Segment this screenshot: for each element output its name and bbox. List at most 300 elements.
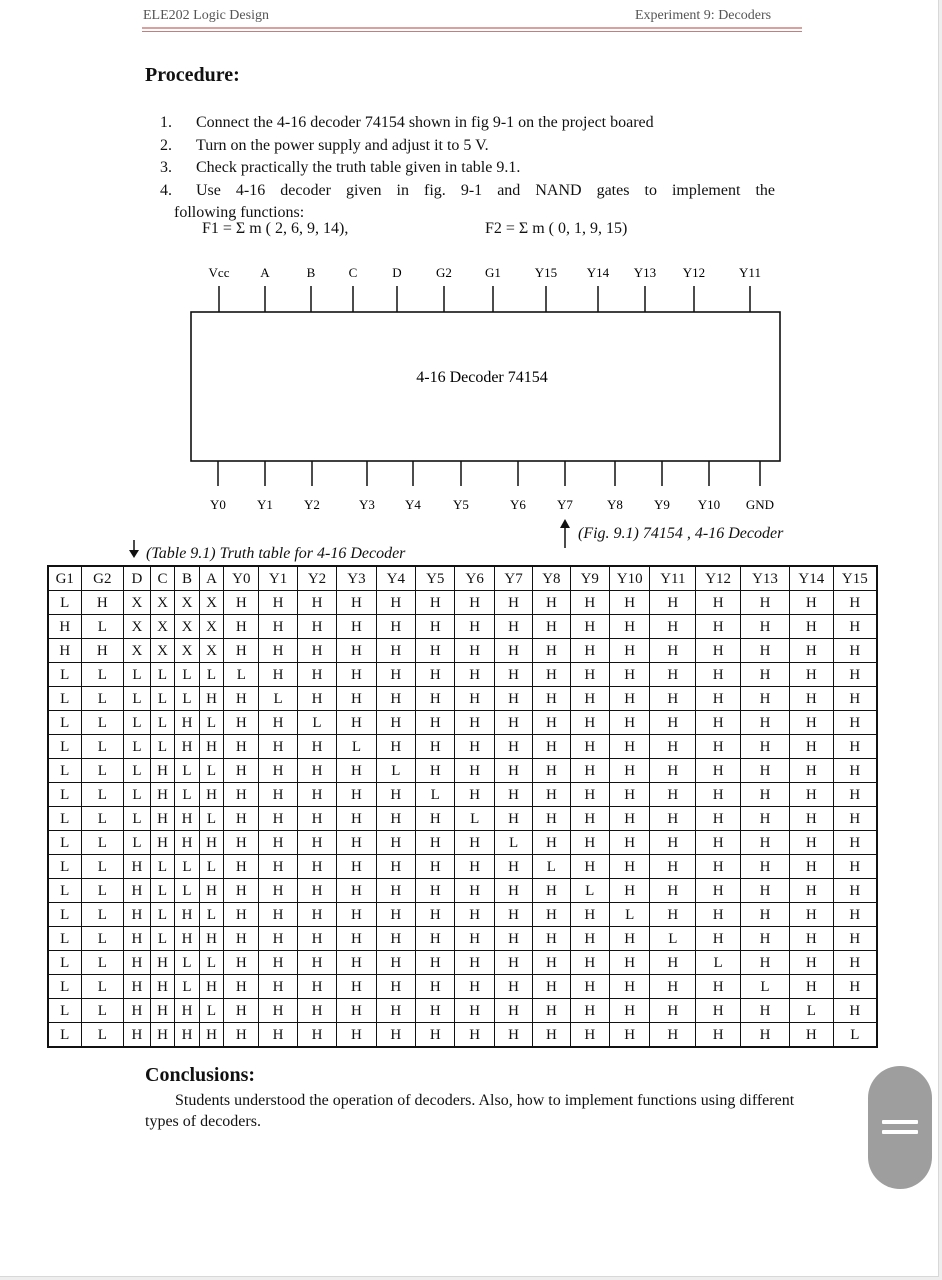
table-cell: H	[570, 975, 609, 999]
table-cell: H	[455, 687, 494, 711]
table-cell: H	[570, 831, 609, 855]
pin-label: Y7	[557, 497, 573, 512]
table-cell: L	[376, 759, 415, 783]
table-row	[48, 639, 877, 663]
table-cell: H	[833, 855, 877, 879]
step-text: Use 4-16 decoder given in fig. 9-1 and NAND gates to implement the	[196, 181, 775, 199]
table-cell: H	[790, 927, 834, 951]
column-header: Y15	[833, 566, 877, 591]
table-cell: H	[570, 591, 609, 615]
table-cell: H	[494, 975, 532, 999]
figure-caption-text: (Fig. 9.1) 74154 , 4-16 Decoder	[578, 525, 784, 542]
table-cell: H	[650, 639, 696, 663]
column-header: Y3	[337, 566, 376, 591]
table-cell: H	[609, 663, 649, 687]
column-header: Y1	[259, 566, 297, 591]
table-cell: L	[48, 879, 81, 903]
pin-label: Y15	[534, 265, 558, 280]
table-cell: H	[416, 591, 455, 615]
table-cell: L	[224, 663, 259, 687]
table-cell: H	[741, 1023, 790, 1048]
table-cell: H	[150, 999, 175, 1023]
table-cell: H	[124, 879, 151, 903]
table-cell: H	[337, 879, 376, 903]
table-cell: H	[790, 759, 834, 783]
table-cell: H	[259, 663, 297, 687]
pin-label: Y12	[682, 265, 706, 280]
table-cell: L	[175, 783, 200, 807]
pin-label: Y4	[405, 497, 421, 512]
column-header: Y12	[696, 566, 741, 591]
pin-label: Y11	[739, 265, 761, 280]
table-cell: H	[81, 639, 124, 663]
table-cell: H	[150, 831, 175, 855]
table-cell: H	[741, 879, 790, 903]
table-cell: H	[455, 927, 494, 951]
table-cell: H	[741, 903, 790, 927]
grip-line-icon	[882, 1120, 918, 1124]
table-cell: H	[833, 663, 877, 687]
step-number: 2.	[160, 136, 172, 154]
table-cell: H	[224, 879, 259, 903]
pin-label: Y9	[654, 497, 670, 512]
table-cell: H	[224, 927, 259, 951]
table-cell: L	[199, 903, 224, 927]
table-cell: H	[494, 927, 532, 951]
table-cell: H	[416, 687, 455, 711]
table-cell: H	[259, 783, 297, 807]
table-cell: H	[494, 951, 532, 975]
table-cell: H	[650, 759, 696, 783]
table-cell: H	[494, 591, 532, 615]
table-cell: H	[696, 591, 741, 615]
table-cell: L	[48, 975, 81, 999]
table-cell: H	[741, 951, 790, 975]
table-cell: L	[175, 687, 200, 711]
table-cell: H	[494, 1023, 532, 1048]
table-cell: H	[416, 759, 455, 783]
table-cell: H	[376, 951, 415, 975]
table-cell: H	[224, 615, 259, 639]
table-cell: H	[224, 951, 259, 975]
table-cell: H	[376, 879, 415, 903]
table-cell: H	[376, 999, 415, 1023]
table-cell: H	[376, 855, 415, 879]
table-cell: H	[696, 639, 741, 663]
table-cell: H	[224, 735, 259, 759]
table-cell: L	[199, 663, 224, 687]
step-number: 4.	[160, 181, 172, 199]
table-cell: H	[494, 663, 532, 687]
table-cell: L	[696, 951, 741, 975]
table-cell: L	[199, 855, 224, 879]
table-cell: L	[48, 687, 81, 711]
table-cell: H	[175, 807, 200, 831]
table-cell: H	[494, 807, 532, 831]
table-row	[48, 879, 877, 903]
table-cell: H	[416, 1023, 455, 1048]
table-cell: H	[533, 615, 570, 639]
table-row	[48, 927, 877, 951]
table-cell: H	[833, 615, 877, 639]
column-header: Y5	[416, 566, 455, 591]
table-cell: H	[297, 639, 336, 663]
table-cell: H	[455, 903, 494, 927]
pin-label: Y6	[510, 497, 526, 512]
table-cell: L	[81, 711, 124, 735]
table-cell: H	[259, 639, 297, 663]
table-cell: H	[833, 759, 877, 783]
table-cell: H	[297, 879, 336, 903]
table-cell: H	[833, 999, 877, 1023]
table-cell: L	[48, 807, 81, 831]
table-cell: H	[224, 1023, 259, 1048]
table-cell: L	[81, 951, 124, 975]
table-cell: H	[455, 735, 494, 759]
table-cell: H	[533, 735, 570, 759]
table-cell: H	[259, 999, 297, 1023]
conclusions-body	[145, 1090, 800, 1132]
table-arrow-head	[129, 550, 139, 558]
table-cell: H	[416, 927, 455, 951]
table-cell: H	[570, 1023, 609, 1048]
table-cell: H	[376, 903, 415, 927]
table-cell: H	[297, 903, 336, 927]
table-cell: H	[790, 951, 834, 975]
table-cell: H	[533, 831, 570, 855]
table-cell: H	[376, 663, 415, 687]
conclusions-heading: Conclusions:	[145, 1064, 256, 1086]
table-cell: H	[533, 783, 570, 807]
step-text: Turn on the power supply and adjust it to 5 V.	[196, 136, 489, 154]
table-cell: H	[696, 687, 741, 711]
table-cell: H	[175, 735, 200, 759]
table-cell: H	[376, 783, 415, 807]
table-cell: H	[494, 711, 532, 735]
table-cell: H	[696, 831, 741, 855]
function-f2: F2 = Σ m ( 0, 1, 9, 15)	[485, 220, 628, 237]
table-cell: H	[570, 951, 609, 975]
table-cell: H	[124, 1023, 151, 1048]
table-cell: L	[150, 879, 175, 903]
table-cell: H	[259, 975, 297, 999]
table-cell: H	[696, 975, 741, 999]
table-cell: H	[337, 903, 376, 927]
column-header: Y4	[376, 566, 415, 591]
pin-label: D	[392, 265, 402, 280]
table-cell: H	[650, 975, 696, 999]
pin-label: A	[260, 265, 270, 280]
table-cell: H	[150, 975, 175, 999]
table-cell: H	[650, 903, 696, 927]
column-header: Y7	[494, 566, 532, 591]
table-cell: H	[175, 711, 200, 735]
table-cell: H	[696, 759, 741, 783]
table-cell: H	[337, 951, 376, 975]
table-cell: H	[455, 855, 494, 879]
table-cell: H	[833, 951, 877, 975]
scroll-handle[interactable]	[868, 1066, 932, 1189]
table-cell: H	[609, 783, 649, 807]
table-cell: H	[455, 711, 494, 735]
table-cell: H	[455, 759, 494, 783]
column-header: G1	[48, 566, 81, 591]
table-cell: L	[175, 759, 200, 783]
step-text-continued: following functions:	[174, 204, 305, 222]
table-cell: H	[650, 591, 696, 615]
table-cell: H	[609, 855, 649, 879]
table-row	[48, 855, 877, 879]
table-cell: H	[696, 735, 741, 759]
table-cell: H	[790, 1023, 834, 1048]
table-cell: H	[259, 927, 297, 951]
pin-label: Y3	[359, 497, 375, 512]
table-cell: H	[741, 639, 790, 663]
table-cell: H	[337, 663, 376, 687]
table-cell: H	[175, 831, 200, 855]
table-cell: L	[81, 735, 124, 759]
table-cell: H	[494, 999, 532, 1023]
table-cell: X	[199, 591, 224, 615]
table-cell: X	[175, 591, 200, 615]
table-cell: H	[741, 735, 790, 759]
table-cell: H	[609, 639, 649, 663]
table-cell: H	[416, 639, 455, 663]
table-cell: H	[297, 951, 336, 975]
table-cell: L	[81, 879, 124, 903]
table-cell: H	[224, 807, 259, 831]
table-cell: H	[224, 639, 259, 663]
table-row	[48, 615, 877, 639]
table-cell: H	[124, 903, 151, 927]
table-cell: H	[259, 879, 297, 903]
table-cell: L	[416, 783, 455, 807]
table-cell: H	[696, 1023, 741, 1048]
pin-label: Y5	[453, 497, 469, 512]
table-row	[48, 711, 877, 735]
table-cell: H	[570, 663, 609, 687]
table-cell: L	[150, 903, 175, 927]
table-cell: H	[337, 1023, 376, 1048]
table-cell: L	[199, 711, 224, 735]
table-cell: H	[259, 591, 297, 615]
pin-label: B	[306, 265, 316, 280]
table-cell: H	[696, 783, 741, 807]
table-cell: H	[337, 927, 376, 951]
pin-label: Y8	[607, 497, 623, 512]
table-cell: H	[833, 927, 877, 951]
table-cell: H	[416, 903, 455, 927]
table-cell: L	[199, 951, 224, 975]
table-cell: L	[48, 855, 81, 879]
table-cell: L	[48, 903, 81, 927]
pin-label: G2	[436, 265, 452, 280]
table-cell: H	[199, 783, 224, 807]
pin-label: GND	[745, 497, 775, 512]
table-cell: H	[124, 951, 151, 975]
table-cell: L	[124, 807, 151, 831]
table-row	[48, 783, 877, 807]
table-cell: H	[570, 639, 609, 663]
table-cell: H	[494, 903, 532, 927]
table-cell: L	[124, 831, 151, 855]
table-cell: H	[696, 903, 741, 927]
table-cell: H	[416, 855, 455, 879]
column-header: Y0	[224, 566, 259, 591]
pin-label: C	[348, 265, 358, 280]
table-cell: L	[199, 807, 224, 831]
table-cell: H	[609, 1023, 649, 1048]
table-cell: H	[337, 639, 376, 663]
table-cell: H	[833, 879, 877, 903]
table-row	[48, 591, 877, 615]
table-cell: H	[376, 807, 415, 831]
function-f1: F1 = Σ m ( 2, 6, 9, 14),	[202, 220, 349, 237]
table-cell: H	[696, 927, 741, 951]
table-cell: L	[48, 927, 81, 951]
table-cell: H	[297, 615, 336, 639]
table-cell: H	[741, 711, 790, 735]
table-cell: H	[696, 615, 741, 639]
table-cell: L	[48, 735, 81, 759]
table-cell: H	[696, 855, 741, 879]
table-cell: H	[533, 759, 570, 783]
table-cell: L	[81, 783, 124, 807]
table-cell: H	[199, 735, 224, 759]
table-cell: H	[609, 831, 649, 855]
table-cell: H	[790, 663, 834, 687]
table-cell: X	[175, 639, 200, 663]
table-cell: X	[124, 615, 151, 639]
table-cell: H	[376, 687, 415, 711]
table-cell: H	[259, 807, 297, 831]
table-cell: H	[259, 735, 297, 759]
table-cell: H	[150, 759, 175, 783]
table-cell: H	[609, 927, 649, 951]
step-text: Check practically the truth table given in table 9.1.	[196, 159, 521, 177]
pin-label: Y13	[633, 265, 657, 280]
table-row	[48, 903, 877, 927]
table-cell: H	[741, 663, 790, 687]
table-cell: H	[533, 591, 570, 615]
table-cell: L	[124, 735, 151, 759]
table-cell: H	[790, 903, 834, 927]
table-cell: H	[376, 639, 415, 663]
table-cell: H	[175, 999, 200, 1023]
table-cell: H	[494, 687, 532, 711]
table-cell: H	[224, 711, 259, 735]
table-cell: H	[455, 639, 494, 663]
table-cell: H	[741, 807, 790, 831]
table-cell: H	[650, 999, 696, 1023]
table-cell: H	[533, 975, 570, 999]
table-cell: H	[790, 855, 834, 879]
table-cell: L	[48, 783, 81, 807]
table-cell: H	[337, 783, 376, 807]
table-cell: H	[650, 831, 696, 855]
table-cell: L	[81, 999, 124, 1023]
table-cell: H	[175, 927, 200, 951]
table-cell: H	[609, 591, 649, 615]
table-cell: L	[150, 735, 175, 759]
table-cell: H	[570, 735, 609, 759]
table-cell: H	[124, 999, 151, 1023]
table-cell: X	[150, 591, 175, 615]
table-cell: L	[199, 759, 224, 783]
table-row	[48, 831, 877, 855]
table-cell: X	[199, 639, 224, 663]
table-cell: L	[455, 807, 494, 831]
decoder-figure	[0, 0, 942, 560]
table-cell: X	[150, 639, 175, 663]
table-cell: L	[124, 687, 151, 711]
table-cell: H	[833, 639, 877, 663]
table-cell: H	[741, 831, 790, 855]
table-cell: H	[416, 831, 455, 855]
table-cell: H	[297, 1023, 336, 1048]
table-cell: H	[741, 615, 790, 639]
table-cell: H	[199, 831, 224, 855]
table-cell: H	[833, 735, 877, 759]
table-cell: H	[570, 783, 609, 807]
table-cell: H	[741, 999, 790, 1023]
table-cell: L	[337, 735, 376, 759]
table-row	[48, 999, 877, 1023]
table-cell: H	[376, 615, 415, 639]
bottom-pin-group	[210, 461, 774, 512]
table-cell: L	[48, 951, 81, 975]
table-cell: H	[259, 711, 297, 735]
table-cell: H	[297, 975, 336, 999]
table-cell: H	[533, 663, 570, 687]
table-cell: H	[416, 615, 455, 639]
column-header: Y13	[741, 566, 790, 591]
table-cell: H	[199, 879, 224, 903]
table-cell: L	[175, 951, 200, 975]
table-cell: H	[416, 951, 455, 975]
table-cell: L	[150, 855, 175, 879]
table-cell: L	[533, 855, 570, 879]
table-cell: H	[150, 783, 175, 807]
table-cell: H	[259, 855, 297, 879]
table-cell: L	[81, 903, 124, 927]
table-cell: X	[124, 591, 151, 615]
table-cell: H	[224, 975, 259, 999]
table-cell: L	[81, 975, 124, 999]
column-header: Y9	[570, 566, 609, 591]
table-cell: H	[494, 615, 532, 639]
table-cell: H	[650, 855, 696, 879]
table-cell: H	[790, 735, 834, 759]
table-cell: H	[81, 591, 124, 615]
table-cell: L	[150, 687, 175, 711]
figure-caption	[578, 525, 783, 543]
table-cell: L	[150, 711, 175, 735]
table-cell: H	[455, 951, 494, 975]
table-cell: H	[337, 999, 376, 1023]
table-cell: L	[175, 855, 200, 879]
table-cell: H	[416, 879, 455, 903]
table-cell: L	[48, 1023, 81, 1048]
table-cell: H	[570, 759, 609, 783]
table-cell: H	[124, 927, 151, 951]
table-cell: H	[533, 879, 570, 903]
table-cell: H	[570, 927, 609, 951]
table-cell: H	[455, 1023, 494, 1048]
table-cell: H	[455, 999, 494, 1023]
table-cell: L	[741, 975, 790, 999]
table-cell: H	[337, 759, 376, 783]
